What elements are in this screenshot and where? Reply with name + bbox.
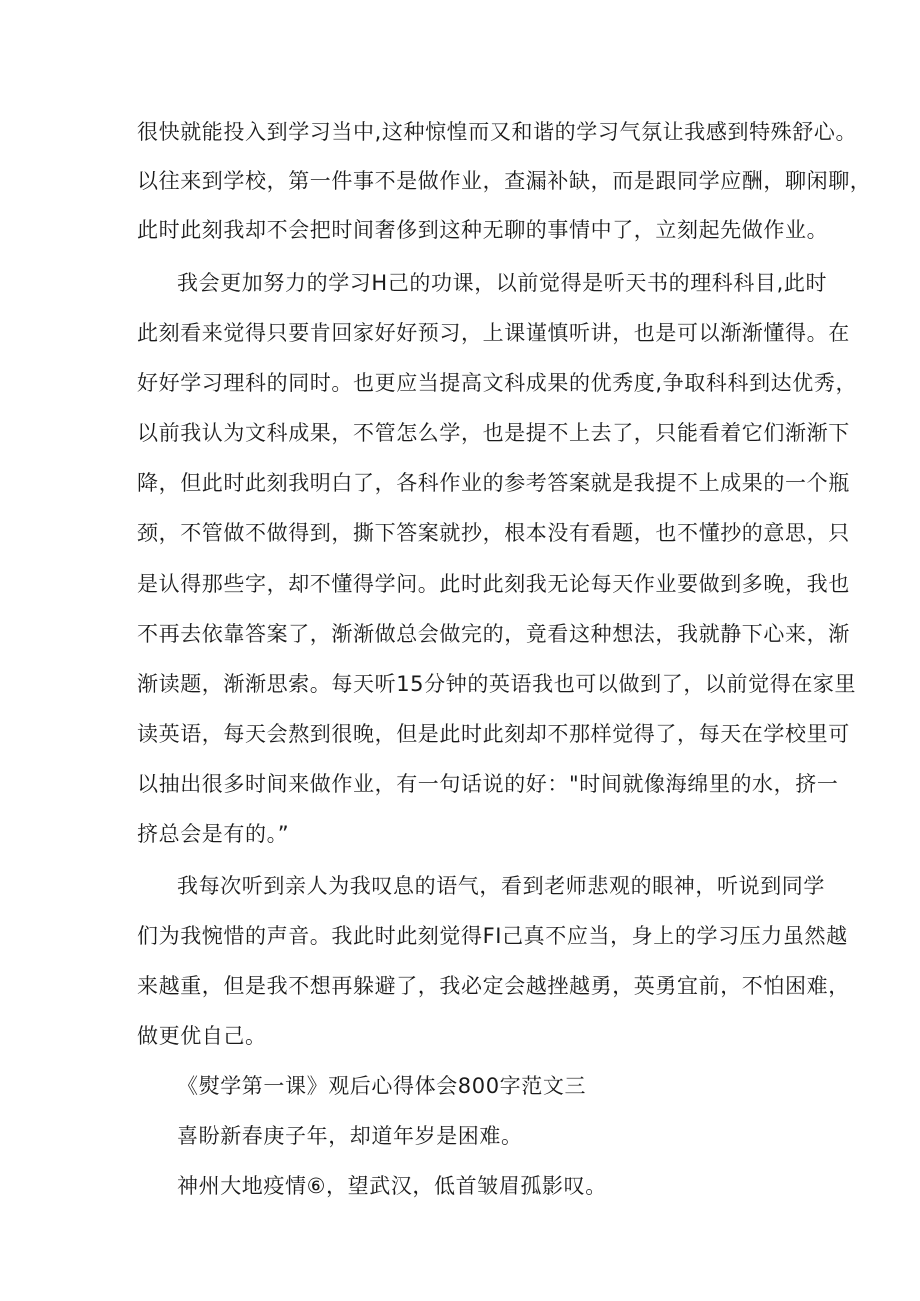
text-line: 挤总会是有的。” [137,822,290,846]
poem-line: 喜盼新春庚子年，却道年岁是困难。 [177,1124,523,1148]
text-line: 我会更加努力的学习H己的功课，以前觉得是听天书的理科科目,此时 [177,271,828,295]
text-line: 此刻看来觉得只要肯回家好好预习，上课谨慎听讲，也是可以渐渐懂得。在 [137,321,850,345]
text-line: 以前我认为文科成果，不管怎么学，也是提不上去了，只能看着它们渐渐下 [137,421,850,445]
text-line: 很快就能投入到学习当中,这种惊惶而又和谐的学习气氛让我感到特殊舒心。 [137,120,858,144]
text-line: 来越重，但是我不想再躲避了，我必定会越挫越勇，英勇宜前，不怕困难， [137,974,850,998]
text-line: 读英语，每天会熬到很晚，但是此时此刻却不那样觉得了，每天在学校里可 [137,722,850,746]
text-line: 我每次听到亲人为我叹息的语气，看到老师悲观的眼神，听说到同学 [177,874,825,898]
text-line: 以往来到学校，第一件事不是做作业，查漏补缺，而是跟同学应酬，聊闲聊， [137,169,872,193]
text-line: 不再去依靠答案了，渐渐做总会做完的，竟看这种想法，我就静下心来，渐 [137,622,850,646]
text-line: 们为我惋惜的声音。我此时此刻觉得FI己真不应当，身上的学习压力虽然越 [137,924,848,948]
text-line: 是认得那些字，却不懂得学问。此时此刻我无论每天作业要做到多晚，我也 [137,572,850,596]
text-line: 降，但此时此刻我明白了，各科作业的参考答案就是我提不上成果的一个瓶 [137,471,850,495]
section-heading: 《熨学第一课》观后心得体会800字范文三 [177,1074,587,1098]
text-line: 渐读题，渐渐思索。每天听15分钟的英语我也可以做到了，以前觉得在家里 [137,672,857,696]
text-line: 以抽出很多时间来做作业，有一句话说的好："时间就像海绵里的水，挤一 [137,772,839,796]
text-line: 此时此刻我却不会把时间奢侈到这种无聊的事情中了，立刻起先做作业。 [137,218,829,242]
text-line: 做更优自己。 [137,1024,267,1048]
poem-line: 神州大地疫情⑥，望武汉，低首皱眉孤影叹。 [177,1174,607,1198]
text-line: 颈，不管做不做得到，撕下答案就抄，根本没有看题，也不懂抄的意思，只 [137,521,850,545]
text-line: 好好学习理科的同时。也更应当提高文科成果的优秀度,争取科科到达优秀， [137,371,858,395]
